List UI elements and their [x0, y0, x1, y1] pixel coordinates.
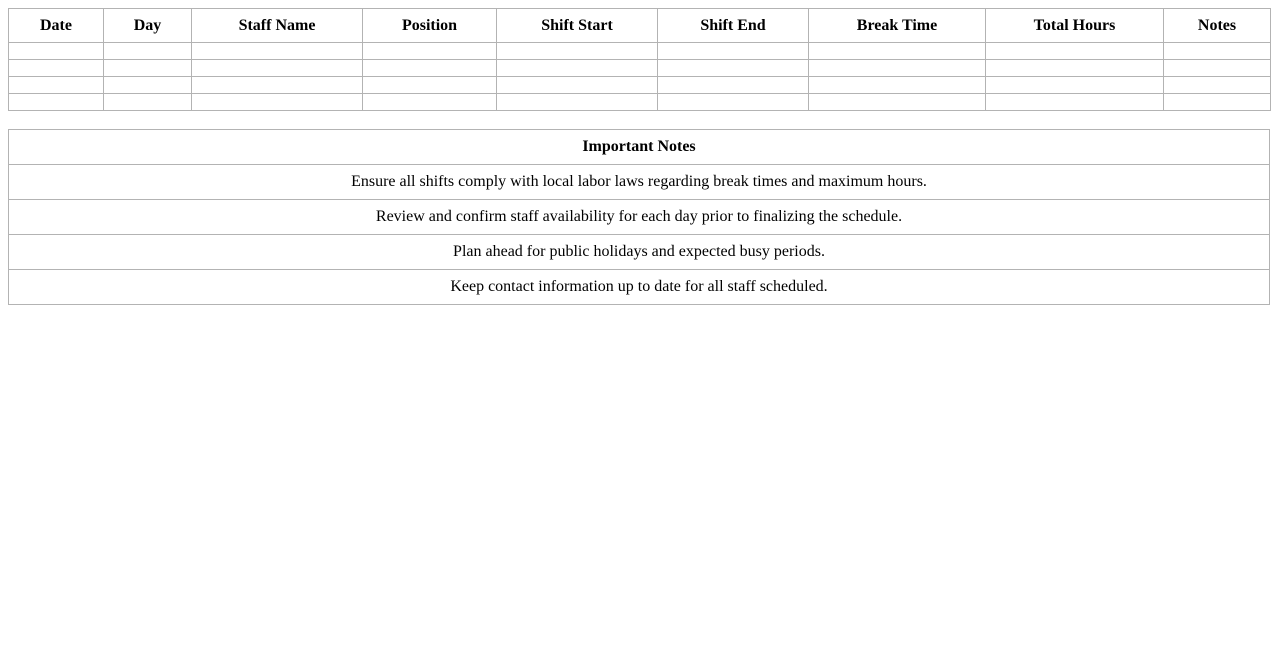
table-cell	[986, 77, 1164, 94]
table-cell	[192, 43, 363, 60]
table-cell	[192, 94, 363, 111]
column-header-notes: Notes	[1164, 9, 1271, 43]
table-cell	[192, 77, 363, 94]
table-cell	[658, 77, 809, 94]
table-cell	[363, 43, 497, 60]
table-cell	[104, 77, 192, 94]
column-header-date: Date	[9, 9, 104, 43]
table-row	[9, 77, 1271, 94]
table-cell	[986, 60, 1164, 77]
table-cell	[363, 77, 497, 94]
table-cell	[104, 43, 192, 60]
table-cell	[1164, 77, 1271, 94]
important-notes-table	[8, 129, 1270, 305]
notes-title: Important Notes	[9, 130, 1270, 165]
column-header-shift-start: Shift Start	[497, 9, 658, 43]
table-cell	[497, 77, 658, 94]
page	[8, 8, 1270, 305]
table-cell	[658, 60, 809, 77]
table-row	[9, 60, 1271, 77]
schedule-table	[8, 8, 1271, 111]
table-cell	[497, 60, 658, 77]
column-header-day: Day	[104, 9, 192, 43]
table-cell	[658, 43, 809, 60]
table-cell	[363, 60, 497, 77]
table-cell	[1164, 94, 1271, 111]
table-row	[9, 94, 1271, 111]
table-cell	[9, 77, 104, 94]
table-cell	[497, 94, 658, 111]
table-cell	[9, 94, 104, 111]
table-cell	[497, 43, 658, 60]
table-cell	[104, 94, 192, 111]
note-text: Review and confirm staff availability for each day prior to finalizing the schedule.	[9, 200, 1270, 235]
table-cell	[809, 77, 986, 94]
note-text: Keep contact information up to date for all staff scheduled.	[9, 270, 1270, 305]
note-text: Plan ahead for public holidays and expected busy periods.	[9, 235, 1270, 270]
table-cell	[9, 43, 104, 60]
column-header-total-hours: Total Hours	[986, 9, 1164, 43]
schedule-header-row	[9, 9, 1271, 43]
note-text: Ensure all shifts comply with local labor laws regarding break times and maximum hours.	[9, 165, 1270, 200]
column-header-shift-end: Shift End	[658, 9, 809, 43]
column-header-position: Position	[363, 9, 497, 43]
table-cell	[809, 43, 986, 60]
table-cell	[658, 94, 809, 111]
table-row	[9, 43, 1271, 60]
column-header-break-time: Break Time	[809, 9, 986, 43]
notes-header-row	[9, 130, 1270, 165]
table-cell	[1164, 60, 1271, 77]
table-cell	[809, 94, 986, 111]
table-cell	[1164, 43, 1271, 60]
table-cell	[104, 60, 192, 77]
table-cell	[986, 94, 1164, 111]
list-item	[9, 200, 1270, 235]
list-item	[9, 235, 1270, 270]
table-cell	[9, 60, 104, 77]
list-item	[9, 270, 1270, 305]
table-cell	[986, 43, 1164, 60]
list-item	[9, 165, 1270, 200]
table-cell	[192, 60, 363, 77]
table-cell	[363, 94, 497, 111]
column-header-staff-name: Staff Name	[192, 9, 363, 43]
table-cell	[809, 60, 986, 77]
